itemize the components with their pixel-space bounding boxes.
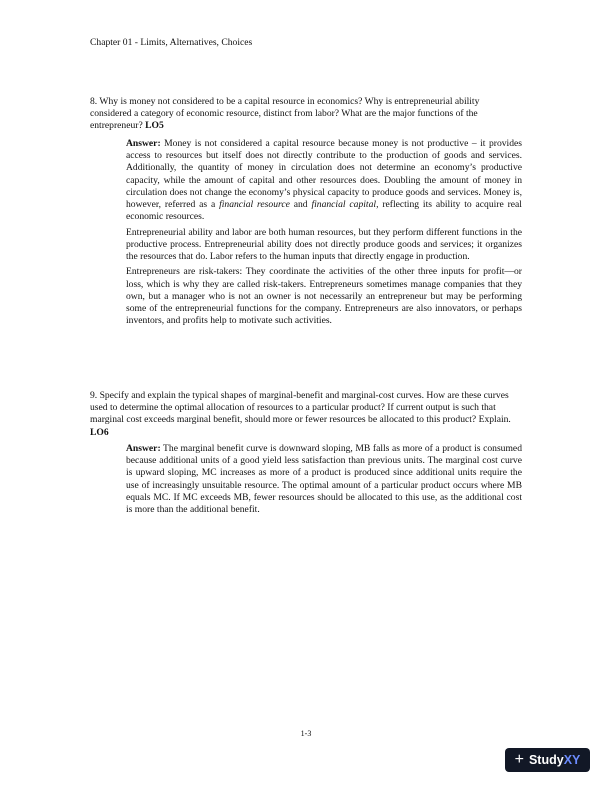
answer-8-paragraph-2: Entrepreneurial ability and labor are both human resources, but they perform different functions in the productive process. Entrepreneurial ability does not directly produce goods and services; it organizes the resources that do. Labor refers to the human inputs that directly engage in production. xyxy=(126,226,522,263)
question-9-lo: LO6 xyxy=(90,426,109,438)
question-8 xyxy=(90,96,522,133)
answer-8-em-financial-capital: financial capital xyxy=(311,199,377,211)
answer-8-paragraph-1 xyxy=(126,138,522,223)
question-9 xyxy=(90,390,522,439)
question-9-text: 9. Specify and explain the typical shapes of marginal-benefit and marginal-cost curves. How are these curves used to determine the optimal allocation of resources to a particular product? If current output is such that marginal cost exceeds marginal benefit, should more or fewer resources be allocated to this product? Explain. xyxy=(90,390,511,426)
brand-text-main: Study xyxy=(528,753,564,767)
answer-9-label: Answer: xyxy=(126,443,161,454)
answer-8-paragraph-3: Entrepreneurs are risk-takers: They coordinate the activities of the other three inputs for profit—or loss, which is why they are called risk-takers. Entrepreneurs sometimes manage companies that they own, but a manager who is not an owner is not necessarily an entrepreneur but may be performing some of the entrepreneurial functions for the company. Entrepreneurs are also innovators, or perhaps inventors, and profits help to motivate such activities. xyxy=(126,266,522,327)
answer-8-em-financial-resource: financial resource xyxy=(219,199,290,211)
answer-8-text-c: , reflecting its ability to acquire real economic resources. xyxy=(126,199,522,223)
question-8-lo: LO5 xyxy=(145,120,164,132)
question-8-text: 8. Why is money not considered to be a capital resource in economics? Why is entrepreneurial ability considered a category of economic resource, distinct from labor? What are the major functions of the entrepreneur? xyxy=(90,96,480,132)
brand-text-accent: XY xyxy=(563,753,581,767)
answer-8-text-a: Money is not considered a capital resource because money is not productive – it provides access to resources but itself does not directly contribute to the production of goods and services. Additionally, the quantity of money in circulation does not determine an economy’s productive capacity, while the amount of capital and other resources does. Doubling the amount of money in circulation does not change the economy’s physical capacity to produce goods and services. Money is, however, referred as a xyxy=(126,138,522,211)
plus-icon: + xyxy=(514,751,524,768)
answer-8 xyxy=(126,138,522,331)
chapter-header: Chapter 01 - Limits, Alternatives, Choices xyxy=(90,37,253,48)
answer-9 xyxy=(126,443,522,519)
page-number: 1-3 xyxy=(300,729,312,738)
answer-8-label: Answer: xyxy=(126,138,161,149)
answer-9-paragraph-1 xyxy=(126,443,522,516)
studyxy-badge[interactable] xyxy=(505,748,590,772)
answer-8-text-b: and xyxy=(289,199,312,211)
answer-9-text: The marginal benefit curve is downward sloping, MB falls as more of a product is consumed because additional units of a good yield less satisfaction than previous units. The marginal cost curve is upward sloping, MC increases as more of a product is produced since additional units require the use of increasingly unsuitable resource. The optimal amount of a particular product occurs where MB equals MC. If MC exceeds MB, fewer resources should be allocated to this use, as the additional cost is more than the additional benefit. xyxy=(126,443,522,516)
